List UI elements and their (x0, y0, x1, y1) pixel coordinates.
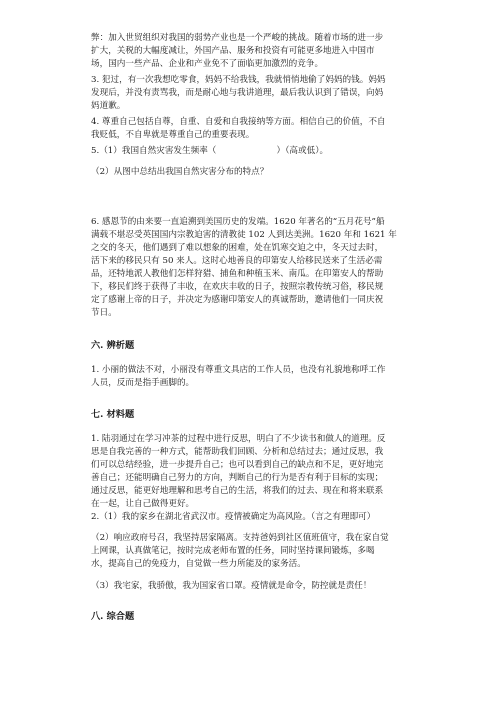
text-line: 定了感谢上帝的日子，并决定为感谢印第安人的真诚帮助，邀请他们一同庆祝 (91, 295, 384, 305)
text-line: 品，还特地派人教他们怎样狩猎、捕鱼和种植玉米、南瓜。在印第安人的帮助 (91, 269, 384, 279)
text-line: 6. 感恩节的由来要一直追溯到美国历史的发端。1620 年著名的“五月花号”船 (91, 217, 385, 227)
text-line: 思是自我完善的一种方式，能帮助我们回顾、分析和总结过去；通过反思，我 (91, 447, 384, 457)
text-line: 善自己；还能明确自己努力的方向，判断自己的行为是否有利于目标的实现； (91, 473, 384, 483)
text-line: 活下来的移民只有 50 来人。这时心地善良的印第安人给移民送来了生活必需 (91, 256, 383, 266)
text-line: 3. 犯过，有一次我想吃零食，妈妈不给我钱，我就悄悄地偷了妈妈的钱。妈妈 (91, 75, 386, 85)
text-line: （3）我宅家，我骄傲，我为国家省口罩。疫情就是命令，防控就是责任！ (91, 581, 372, 591)
text-line: 水，提高自己的免疫力，自觉做一些力所能及的家务活。 (91, 559, 306, 569)
text-line: 妈道歉。 (91, 101, 126, 111)
text-line: 扩大，关税的大幅度减让，外国产品、服务和投资有可能更多地进入中国市 (91, 46, 375, 56)
section-heading: 八. 综合题 (91, 611, 135, 622)
text-line: 4. 尊重自己包括自尊，自重、自爱和自我接纳等方面。相信自己的价值，不自 (91, 117, 386, 127)
section-heading: 六. 辨析题 (91, 340, 135, 351)
text-line: 人员，反而是指手画脚的。 (91, 378, 195, 388)
text-line: 2.（1）我的家乡在湖北省武汉市。疫情被确定为高风险。（言之有理即可） (91, 512, 376, 522)
section-heading: 七. 材料题 (91, 409, 135, 420)
text-line: 满载不堪忍受英国国内宗教迫害的清教徒 102 人到达美洲。1620 年和 1621 年 (91, 230, 397, 240)
text-line: 在一起，让自己做得更好。 (91, 499, 195, 509)
text-line: 们可以总结经验，进一步提升自己；也可以看到自己的缺点和不足，更好地完 (91, 460, 384, 470)
text-line: （2）响应政府号召，我坚持居家隔离。支持爸妈到社区值班值守，我在家自觉 (91, 533, 389, 543)
text-line: 上网课，认真做笔记，按时完成老师布置的任务，同时坚持课间锻炼，多喝 (91, 546, 375, 556)
text-line: （2）从图中总结出我国自然灾害分布的特点？ (91, 167, 269, 177)
text-line: 下，移民们终于获得了丰收，在欢庆丰收的日子，按照宗教传统习俗，移民规 (91, 282, 384, 292)
text-line: 弊：加入世贸组织对我国的弱势产业也是一个严峻的挑战。随着市场的进一步 (91, 33, 384, 43)
text-line: 场，国内一些产品、企业和产业免不了面临更加激烈的竞争。 (91, 59, 324, 69)
text-line: 之交的冬天，他们遇到了难以想象的困难，处在饥寒交迫之中，冬天过去时， (91, 243, 384, 253)
text-line: 节日。 (91, 308, 117, 318)
text-line: 通过反思，能更好地理解和思考自己的生活，将我们的过去、现在和将来联系 (91, 486, 384, 496)
text-line: 我贬低，不自卑就是尊重自己的重要表现。 (91, 130, 255, 140)
text-line: 1. 小丽的做法不对，小丽没有尊重文具店的工作人员，也没有礼貌地称呼工作 (91, 365, 386, 375)
text-line: 1. 陆羽通过在学习冲茶的过程中进行反思，明白了不少读书和做人的道理。反 (91, 434, 386, 444)
text-line: 发现后，并没有责骂我，而是耐心地与我讲道理，最后我认识到了错误，向妈 (91, 88, 384, 98)
text-line: 5.（1）我国自然灾害发生频率（ ）（高或低）。 (91, 146, 329, 156)
